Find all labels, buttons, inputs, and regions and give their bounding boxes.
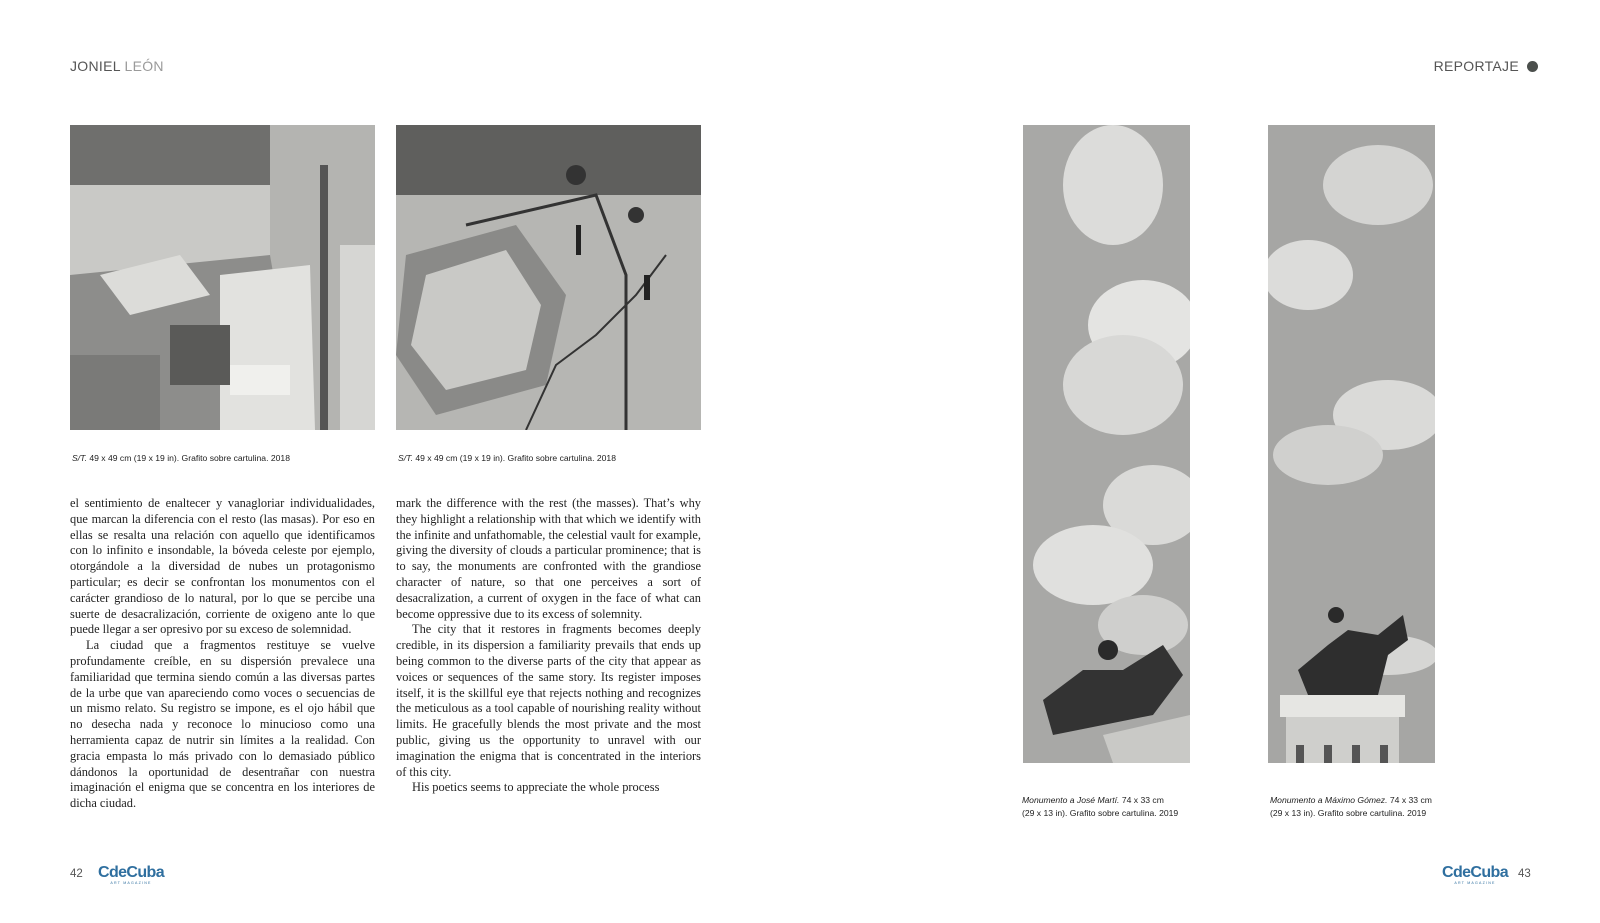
logo-tagline: ART MAGAZINE <box>110 881 152 885</box>
caption-details-line2: (29 x 13 in). Grafito sobre cartulina. 2019 <box>1270 808 1427 818</box>
author-first-name: JONIEL <box>70 58 121 74</box>
body-text-english <box>396 496 701 796</box>
caption-title: Monumento a Máximo Gómez. <box>1270 795 1388 805</box>
paragraph: The city that it restores in fragments becomes deeply credible, in its dispersion a familiarity prevails that ends up being common to the diverse parts of the city that appear as voices or sequences of the same story. Its register imposes itself, it is the skillful eye that rejects nothing and recognizes the meticulous as a tool capable of nourishing reality without limits. He gracefully blends the most private and the most public, giving us the opportunity to unravel with our imagination the enigma that is concentrated in the interiors of this city. <box>396 622 701 779</box>
paragraph: mark the difference with the rest (the masses). That’s why they highlight a relationship with that which we identify with the infinite and unfathomable, the celestial vault for example, giving the diversity of clouds a particular prominence; that is to say, the monuments are confronted with the grandiose character of nature, so that one perceives a sort of desacralization, a current of oxygen in the face of what can become oppressive due to its excess of solemnity. <box>396 496 701 621</box>
maximo-gomez-monument-illustration <box>1268 125 1435 763</box>
jose-marti-monument-illustration <box>1023 125 1190 763</box>
section-label: REPORTAJE <box>1433 58 1519 74</box>
image-caption <box>398 452 616 465</box>
page-number-right: 43 <box>1518 868 1531 880</box>
section-dot-icon <box>1527 61 1538 72</box>
image-caption <box>72 452 290 465</box>
rooftop-terrace-drawing <box>70 125 375 430</box>
rooftop-terrace-illustration <box>70 125 375 430</box>
logo-name: CdeCuba <box>97 864 165 881</box>
caption-title: S/T. <box>72 453 87 463</box>
magazine-logo-left <box>96 865 166 886</box>
jose-marti-monument-drawing <box>1023 125 1190 763</box>
running-header-section <box>1434 58 1538 74</box>
magazine-logo-right <box>1440 865 1510 886</box>
plaza-fence-illustration <box>396 125 701 430</box>
image-caption <box>1022 794 1178 820</box>
caption-details: 74 x 33 cm <box>1387 795 1432 805</box>
caption-details-line2: (29 x 13 in). Grafito sobre cartulina. 2019 <box>1022 808 1179 818</box>
page-number-left: 42 <box>70 868 83 880</box>
author-last-name: LEÓN <box>124 58 164 74</box>
caption-details: 74 x 33 cm <box>1119 795 1164 805</box>
paragraph: La ciudad que a fragmentos restituye se vuelve profundamente creíble, en su dispersión prevalece una familiaridad que termina siendo común a las diversas partes de la urbe que van apareciendo como voces o secuencias de un mismo relato. Su registro se impone, es el ojo hábil que no desecha nada y reconoce lo minucioso como una herramienta capaz de nutrir sin límites a la realidad. Con gracia empasta lo más privado con lo demasiado público dándonos la oportunidad de desentrañar con nuestra imaginación el enigma que se concentra en los interiores de dicha ciudad. <box>70 638 375 811</box>
caption-details: 49 x 49 cm (19 x 19 in). Grafito sobre cartulina. 2018 <box>86 453 290 463</box>
plaza-fence-drawing <box>396 125 701 430</box>
logo-name: CdeCuba <box>1441 864 1509 881</box>
maximo-gomez-monument-drawing <box>1268 125 1435 763</box>
caption-details: 49 x 49 cm (19 x 19 in). Grafito sobre cartulina. 2018 <box>412 453 616 463</box>
running-header-author <box>70 58 164 74</box>
paragraph: el sentimiento de enaltecer y vanagloriar individualidades, que marcan la diferencia con el resto (las masas). Por eso en ellas se resalta una relación con aquello que identificamos con lo infinito e insondable, la bóveda celeste por ejemplo, otorgándole a la diversidad de nubes un protagonismo particular; es decir se confrontan los monumentos con el carácter grandioso de lo natural, por lo que se percibe una suerte de desacralización, corriente de oxigeno ante lo que puede llegar a ser opresivo por su exceso de solemnidad. <box>70 496 375 637</box>
caption-title: S/T. <box>398 453 413 463</box>
paragraph: His poetics seems to appreciate the whole process <box>412 780 660 795</box>
body-text-spanish <box>70 496 375 812</box>
logo-tagline: ART MAGAZINE <box>1454 881 1496 885</box>
image-caption <box>1270 794 1432 820</box>
caption-title: Monumento a José Martí. <box>1022 795 1120 805</box>
